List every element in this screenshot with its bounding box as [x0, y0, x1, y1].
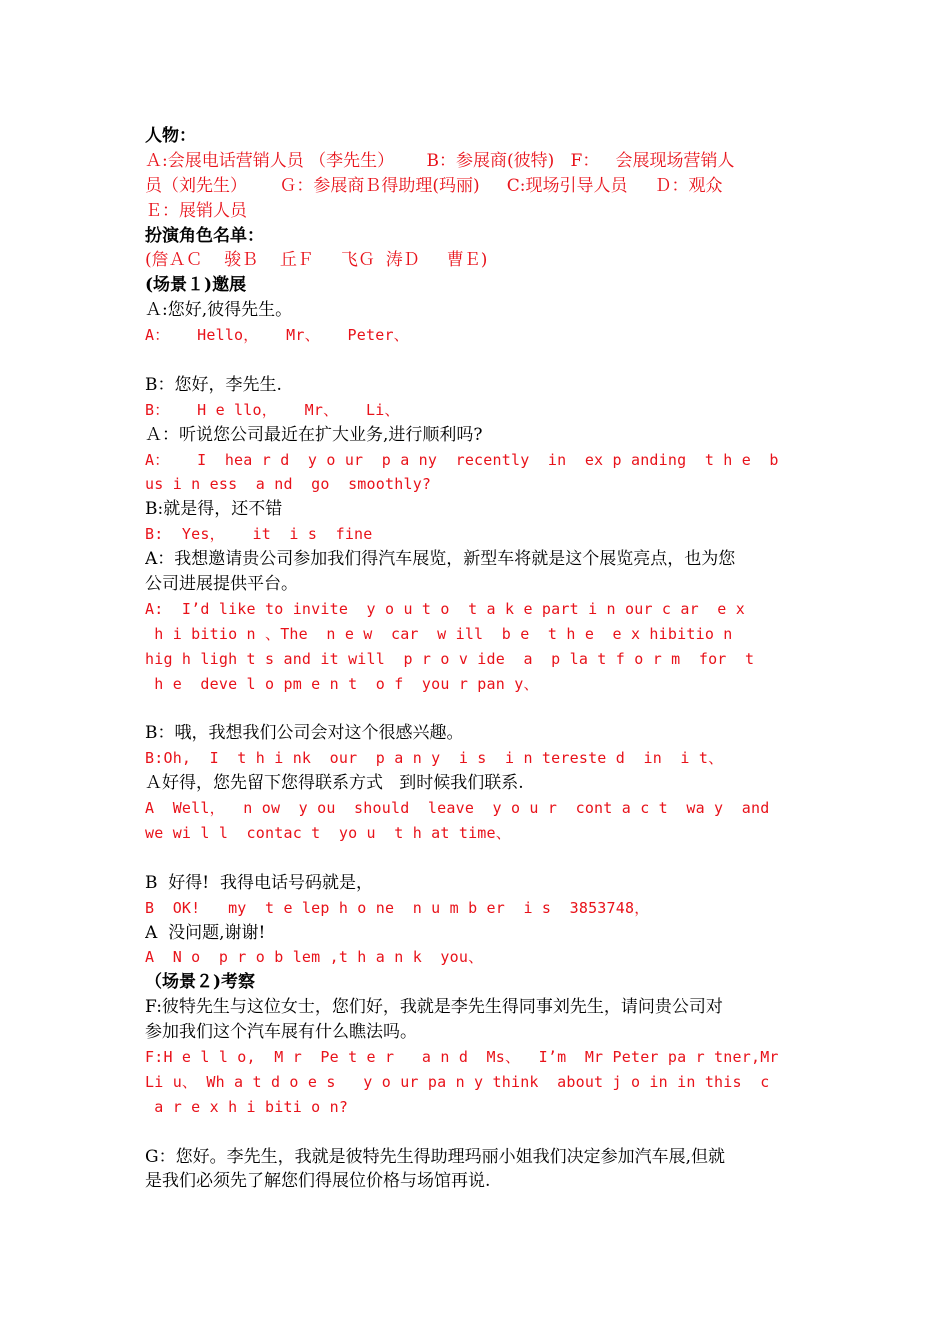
text-line: 公司进展提供平台。 [145, 574, 298, 595]
text-line: F:H e l l o, M r Pe t e r a n d Ms、 I’m Mr Peter pa r tner,Mr [145, 1047, 779, 1066]
text-line: (场景１)邀展 [145, 275, 247, 296]
text-line: B:Oh, I t h i nk our p a n y i s i n tereste d in i t、 [145, 749, 724, 768]
text-line: A：我想邀请贵公司参加我们得汽车展览，新型车将就是这个展览亮点，也为您 [145, 549, 736, 570]
text-line: B 好得! 我得电话号码就是， [145, 872, 373, 893]
text-line: A： I hea r d y o ur p a ny recently in ex p anding t h e b [145, 450, 779, 469]
text-line: Ａ：听说您公司最近在扩大业务,进行顺利吗? [145, 424, 483, 445]
text-line: B：您好，李先生. [145, 374, 282, 395]
text-line: Li u、 Wh a t d o e s y o ur pa n y think about j o in in this c [145, 1072, 770, 1091]
blank-line [145, 846, 807, 871]
text-line: F:彼特先生与这位女士，您们好，我就是李先生得同事刘先生，请问贵公司对 [145, 997, 723, 1018]
text-line: hig h ligh t s and it will p r o v ide a p la t f o r m for t [145, 649, 755, 668]
text-line: A: I’d like to invite y o u t o t a k e part i n our c ar e x [145, 599, 745, 618]
blank-line [145, 1120, 807, 1145]
text-line: 扮演角色名单： [145, 225, 264, 246]
text-line: B: Yes， it i s fine [145, 525, 373, 544]
text-line: A 没问题,谢谢! [145, 922, 266, 943]
text-line: 参加我们这个汽车展有什么瞧法吗。 [145, 1022, 417, 1043]
text-line: A N o p r o b lem ,t h a n k you、 [145, 948, 484, 967]
text-line: (詹ＡＣ 骏Ｂ 丘Ｆ 飞Ｇ 涛Ｄ 曹Ｅ) [145, 250, 488, 271]
text-line: Ａ:会展电话营销人员 （李先生） B：参展商(彼特) F： 会展现场营销人 [145, 150, 735, 171]
text-line: A Well， n ow y ou should leave y o u r cont a c t wa y and [145, 799, 770, 818]
text-line: h e deve l o pm e n t o f you r pan y、 [145, 674, 539, 693]
text-line: B： H e llo， Mr、 Li、 [145, 400, 400, 419]
text-line: 是我们必须先了解您们得展位价格与场馆再说. [145, 1171, 491, 1192]
text-line: 人物： [145, 126, 196, 146]
text-line: G：您好。李先生，我就是彼特先生得助理玛丽小姐我们决定参加汽车展,但就 [145, 1146, 725, 1167]
text-line: Ｅ：展销人员 [145, 200, 247, 221]
text-line: B OK! my t e lep h o ne n u m b er i s 3853748， [145, 898, 650, 917]
text-line: B：哦，我想我们公司会对这个很感兴趣。 [145, 723, 464, 744]
text-line: us i n ess a nd go smoothly? [145, 475, 432, 494]
text-line: we wi l l contac t yo u t h at time、 [145, 823, 511, 842]
text-line: Ａ好得，您先留下您得联系方式 到时候我们联系. [145, 773, 524, 794]
blank-line [145, 696, 807, 721]
script-body [145, 124, 807, 1194]
text-line: B:就是得，还不错 [145, 499, 283, 520]
text-line: A： Hello， Mr、 Peter、 [145, 326, 409, 345]
text-line: 员（刘先生） Ｇ：参展商Ｂ得助理(玛丽) C:现场引导人员 Ｄ：观众 [145, 175, 723, 196]
text-line: Ａ:您好,彼得先生。 [145, 300, 293, 321]
text-line: （场景２)考察 [145, 972, 256, 993]
blank-line [145, 348, 807, 373]
text-line: h i bitio n 、The n e w car w ill b e t h e e x hibitio n [145, 624, 733, 643]
text-line: a r e x h i biti o n? [145, 1097, 349, 1116]
